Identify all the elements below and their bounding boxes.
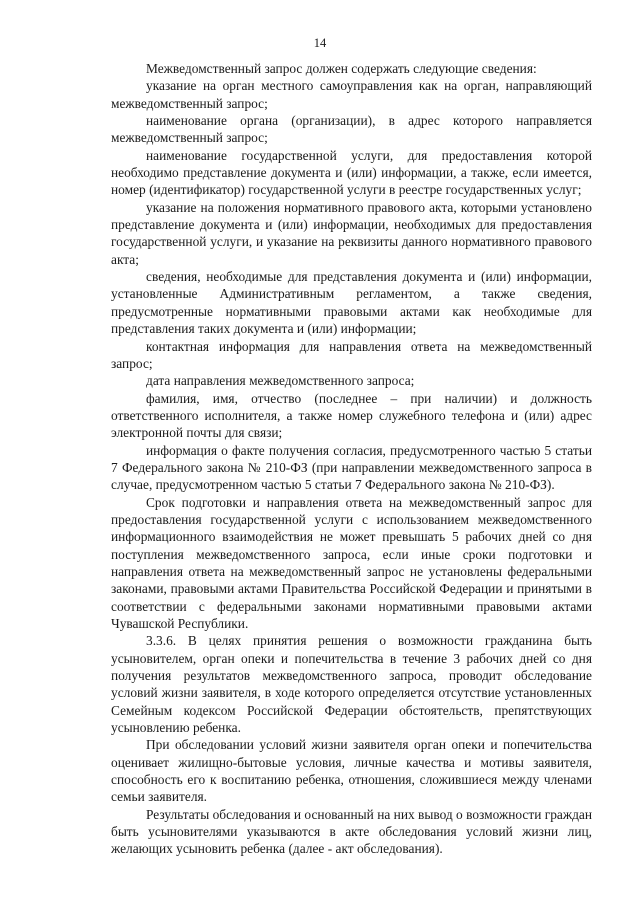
paragraph-survey-results: Результаты обследования и основанный на них вывод о возможности граждан быть усыновителями указываются в акте обследования условий жизни лиц, желающих усыновить ребенка (далее - акт обследования).: [111, 806, 593, 857]
paragraph-item-recipient-organization: наименование органа (организации), в адрес которого направляется межведомственный запрос;: [111, 113, 592, 146]
paragraph-item-legal-act: указание на положения нормативного правового акта, которыми установлено представление документа и (или) информации, необходимых для предоставления государственной услуги, и указание на реквизиты данного нормативного правового акта;: [111, 199, 592, 267]
paragraph-item-consent: информация о факте получения согласия, предусмотренного частью 5 статьи 7 Федерального закона № 210-ФЗ (при направлении межведомственного запроса в случае, предусмотренном частью 5 статьи 7 Федерального закона № 210-ФЗ).: [111, 442, 592, 493]
page-number: 14: [313, 36, 327, 50]
paragraph-intro: Межведомственный запрос должен содержать следующие сведения:: [146, 61, 537, 76]
paragraph-response-deadline: Срок подготовки и направления ответа на межведомственный запрос для предоставления государственной услуги с использованием межведомственного информационного взаимодействия не может превышать 5 рабочих дней со дня поступления межведомственного запроса, если иные сроки подготовки и направления ответа на межведомственный запрос не установлены федеральными законами, правовыми актами Правительства Российской Федерации и принятыми в соответствии с федеральными законами нормативными правовыми актами Чувашской Республики.: [111, 494, 592, 631]
paragraph-item-issuing-authority: указание на орган местного самоуправления как на орган, направляющий межведомственный запрос;: [111, 78, 592, 111]
paragraph-item-request-date: дата направления межведомственного запроса;: [146, 373, 415, 389]
paragraph-item-responsible-person: фамилия, имя, отчество (последнее – при наличии) и должность ответственного исполнителя, а также номер служебного телефона и (или) адрес электронной почты для связи;: [111, 390, 592, 441]
paragraph-item-service-name: наименование государственной услуги, для предоставления которой необходимо представление документа и (или) информации, а также, если имеется, номер (идентификатор) государственной услуги в реестре государственных услуг;: [111, 147, 592, 198]
paragraph-living-conditions-survey: При обследовании условий жизни заявителя орган опеки и попечительства оценивает жилищно-бытовые условия, личные качества и мотивы заявителя, способность его к воспитанию ребенка, отношения, сложившиеся между членами семьи заявителя.: [111, 737, 592, 805]
paragraph-item-contact-info: контактная информация для направления ответа на межведомственный запрос;: [111, 338, 592, 371]
paragraph-item-required-information: сведения, необходимые для представления документа и (или) информации, установленные Административным регламентом, а также сведения, предусмотренные нормативными правовыми актами как необходимые для представления таких документа и (или) информации;: [111, 269, 592, 337]
document-body: [111, 60, 592, 858]
paragraph-section-3-3-6: 3.3.6. В целях принятия решения о возможности гражданина быть усыновителем, орган опеки и попечительства в течение 3 рабочих дней со дня получения результатов межведомственного запроса, проводит обследование условий жизни заявителя, в ходе которого определяется отсутствие установленных Семейным кодексом Российской Федерации обстоятельств, препятствующих усыновлению ребенка.: [111, 633, 592, 736]
